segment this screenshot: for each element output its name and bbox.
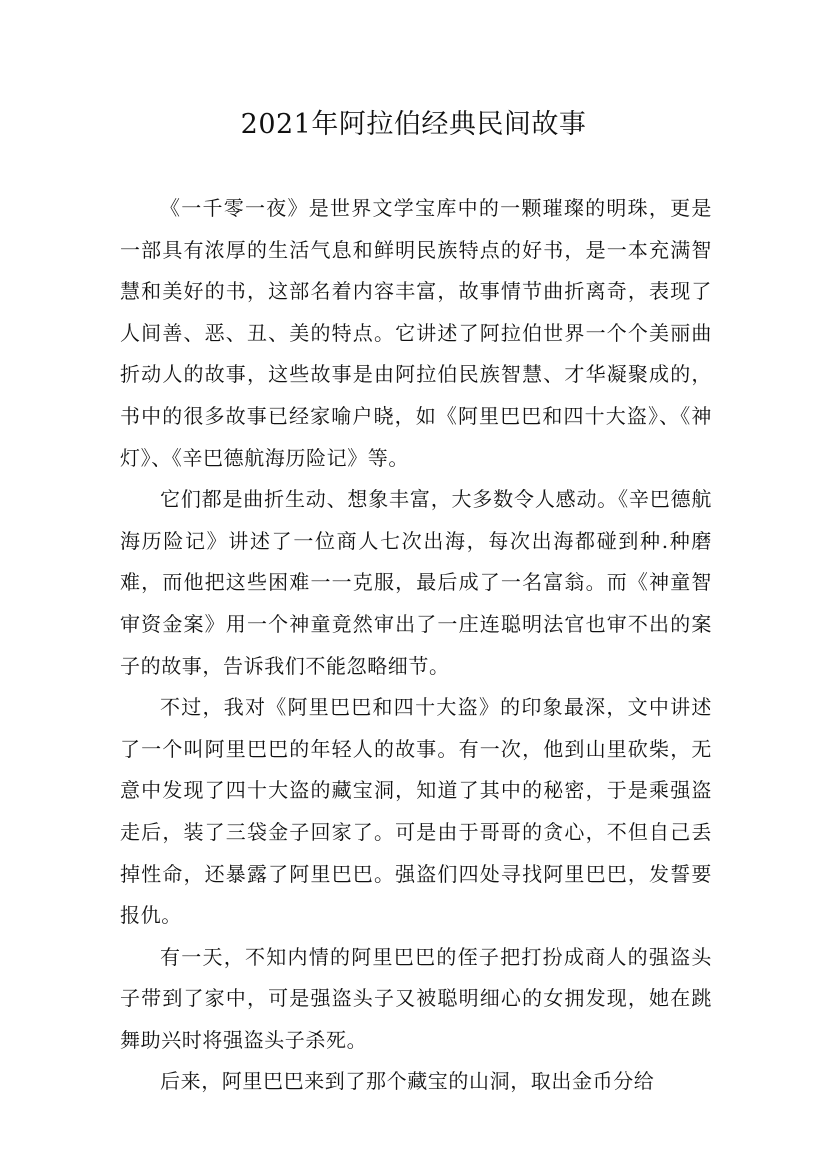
document-title: 2021年阿拉伯经典民间故事 [240, 109, 587, 140]
paragraph: 它们都是曲折生动、想象丰富，大多数令人感动。《辛巴德航海历险记》讲述了一位商人七次出海，每次出海都碰到种.种磨难，而他把这些困难一一克服，最后成了一名富翁。而《神童智审资金案》用一个神童竟然审出了一庄连聪明法官也审不出的案子的故事，告诉我们不能忽略细节。 [120, 487, 712, 678]
document-body [120, 188, 712, 1103]
paragraph: 《一千零一夜》是世界文学宝库中的一颗璀璨的明珠，更是一部具有浓厚的生活气息和鲜明民族特点的好书，是一本充满智慧和美好的书，这部名着内容丰富，故事情节曲折离奇，表现了人间善、恶、丑、美的特点。它讲述了阿拉伯世界一个个美丽曲折动人的故事，这些故事是由阿拉伯民族智慧、才华凝聚成的，书中的很多故事已经家喻户晓，如《阿里巴巴和四十大盗》、《神灯》、《辛巴德航海历险记》等。 [120, 196, 712, 470]
paragraph: 有一天，不知内情的阿里巴巴的侄子把打扮成商人的强盗头子带到了家中，可是强盗头子又被聪明细心的女拥发现，她在跳舞助兴时将强盗头子杀死。 [120, 944, 712, 1052]
paragraph: 不过，我对《阿里巴巴和四十大盗》的印象最深，文中讲述了一个叫阿里巴巴的年轻人的故事。有一次，他到山里砍柴，无意中发现了四十大盗的藏宝洞，知道了其中的秘密，于是乘强盗走后，装了三袋金子回家了。可是由于哥哥的贪心，不但自己丢掉性命，还暴露了阿里巴巴。强盗们四处寻找阿里巴巴，发誓要报仇。 [120, 695, 712, 928]
paragraph: 后来，阿里巴巴来到了那个藏宝的山洞，取出金币分给 [160, 1069, 655, 1094]
